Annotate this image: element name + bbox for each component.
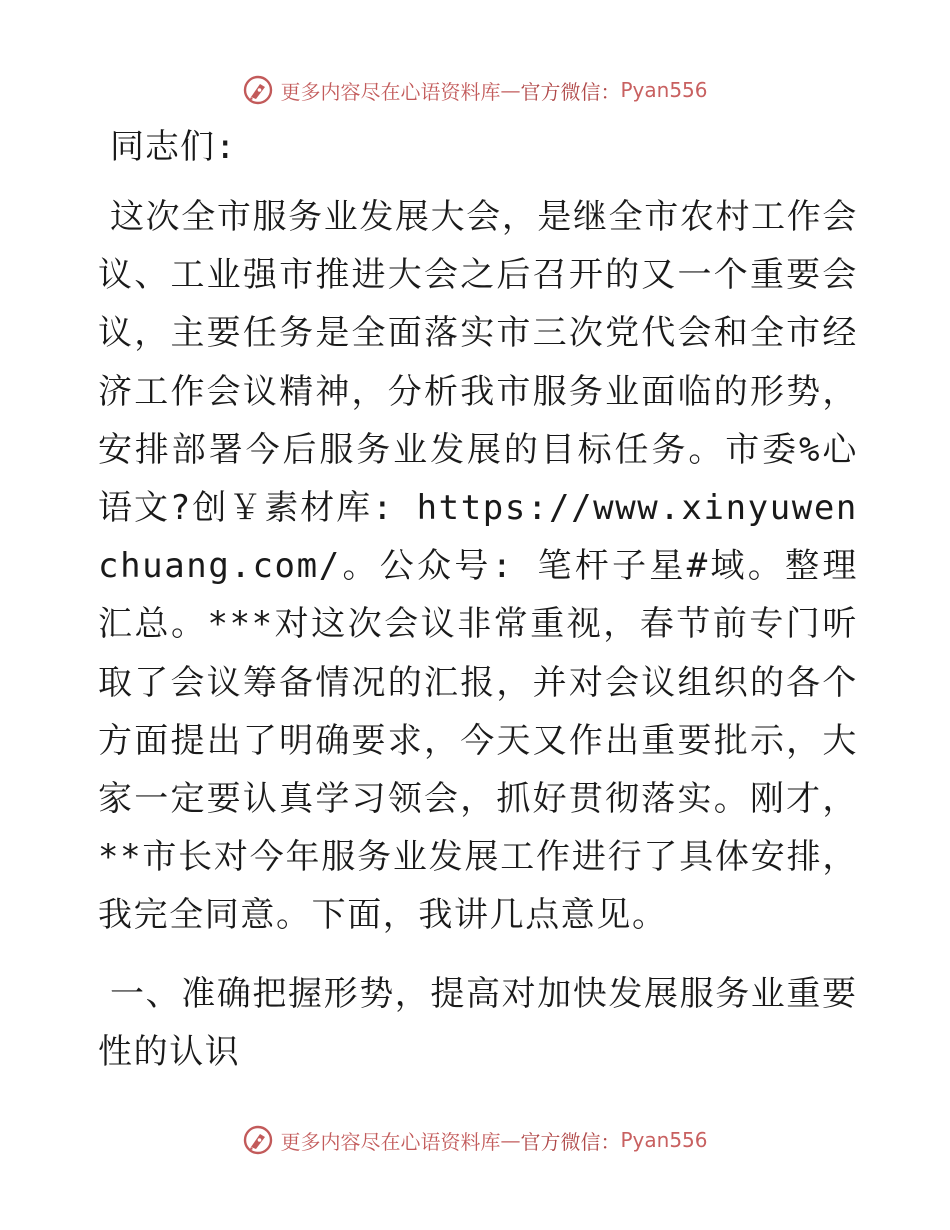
pen-nib-logo-icon [242,74,274,106]
salutation: 同志们: [110,127,237,167]
body-paragraph: 这次全市服务业发展大会，是继全市农村工作会议、工业强市推进大会之后召开的又一个重要会议，主要任务是全面落实市三次党代会和全市经济工作会议精神，分析我市服务业面临的形势，安排部署今后服务业发展的目标任务。市委%心语文?创￥素材库: https://www.xinyuwenchuang.com/。公众号: 笔杆子星#域。整理汇总。***对这次会议非常重视，春节前专门听取了会议筹备情况的汇报，并对会议组织的各个方面提出了明确要求，今天又作出重要批示，大家一定要认真学习领会，抓好贯彻落实。刚才，**市长对今年服务业发展工作进行了具体安排，我完全同意。下面，我讲几点意见。 [98,197,858,936]
banner-wechat-label: 官方微信： [520,1129,621,1154]
header-banner [0,70,950,110]
banner-separator: — [500,78,521,102]
banner-text: 更多内容尽在心语资料库 [280,1129,501,1154]
banner-text: 更多内容尽在心语资料库 [280,79,501,104]
footer-banner [0,1120,950,1160]
banner-separator: — [500,1128,521,1152]
banner-wechat-label: 官方微信： [520,79,621,104]
banner-wechat-id: Pyan556 [620,1128,708,1152]
section-heading: 一、准确把握形势，提高对加快发展服务业重要性的认识 [98,973,858,1072]
pen-nib-logo-icon [242,1124,274,1156]
document-body [98,118,858,1081]
banner-wechat-id: Pyan556 [620,78,708,102]
